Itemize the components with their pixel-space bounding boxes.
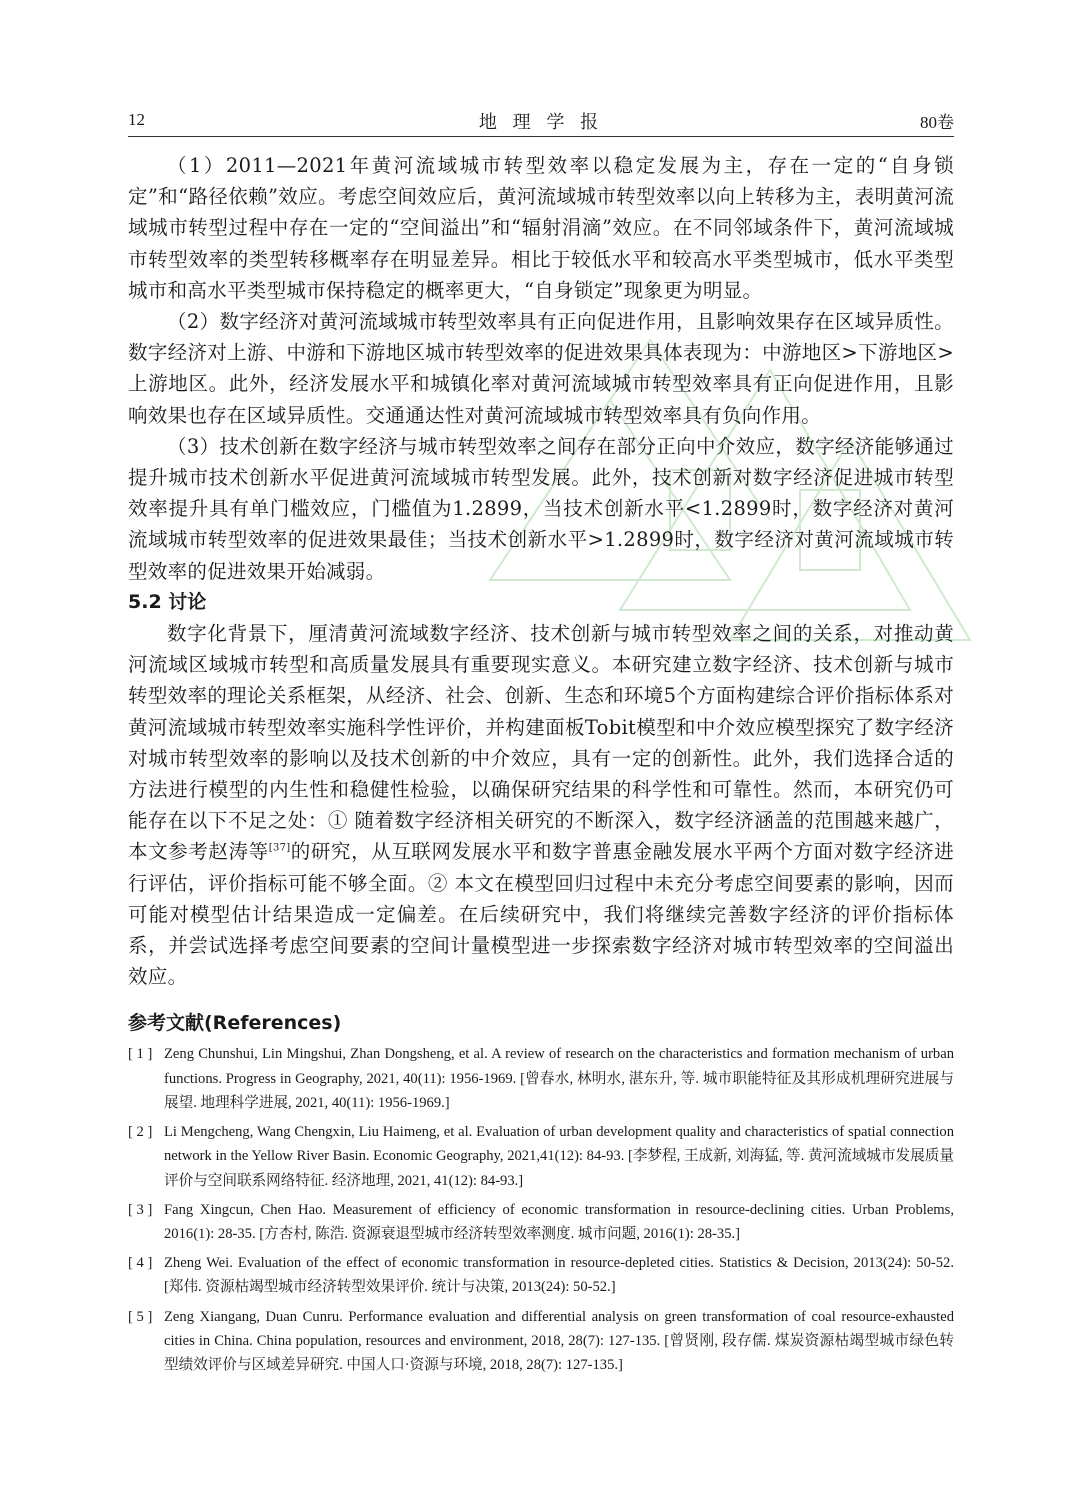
reference-text: Zeng Xiangang, Duan Cunru. Performance evaluation and differential analysis on green transformation of coal resource-exhausted cities in China. China population, resources and environment, 2018, 28(7): 127-135. [曾贤刚, 段存儒. 煤炭资源枯竭型城市绿色转型绩效评价与区域差异研究. 中国人口·资源与环境, 2018, 28(7): 127-135.] (164, 1308, 954, 1373)
reference-item (128, 1198, 954, 1246)
reference-item (128, 1042, 954, 1115)
section-heading: 5.2 讨论 (128, 590, 207, 613)
reference-text: Zeng Chunshui, Lin Mingshui, Zhan Dongsheng, et al. A review of research on the characteristics and formation mechanism of urban functions. Progress in Geography, 2021, 40(11): 1956-1969. [曾春水, 林明水, 湛东升, 等. 城市职能特征及其形成机理研究进展与展望. 地理科学进展, 2021, 40(11): 1956-1969.] (164, 1046, 954, 1111)
reference-number: [ 5 ] (128, 1308, 153, 1325)
discussion-text-part-1: 数字化背景下，厘清黄河流域数字经济、技术创新与城市转型效率之间的关系，对推动黄河流域区域城市转型和高质量发展具有重要现实意义。本研究建立数字经济、技术创新与城市转型效率的理论关系框架，从经济、社会、创新、生态和环境5个方面构建综合评价指标体系对黄河流域城市转型效率实施科学性评价，并构建面板Tobit模型和中介效应模型探究了数字经济对城市转型效率的影响以及技术创新的中介效应，具有一定的创新性。此外，我们选择合适的方法进行模型的内生性和稳健性检验，以确保研究结果的科学性和可靠性。然而，本研究仍可能存在以下不足之处：① 随着数字经济相关研究的不断深入，数字经济涵盖的范围越来越广，本文参考赵涛等 (128, 622, 954, 864)
reference-number: [ 2 ] (128, 1124, 153, 1141)
reference-number: [ 4 ] (128, 1255, 153, 1272)
journal-title: 地 理 学 报 (478, 112, 604, 133)
article-body (128, 150, 954, 1382)
volume-label: 80卷 (920, 113, 954, 132)
conclusion-paragraph-3: （3）技术创新在数字经济与城市转型效率之间存在部分正向中介效应，数字经济能够通过提升城市技术创新水平促进黄河流域城市转型发展。此外，技术创新对数字经济促进城市转型效率提升具有单门槛效应，门槛值为1.2899，当技术创新水平<1.2899时，数字经济对黄河流域城市转型效率的促进效果最佳；当技术创新水平>1.2899时，数字经济对黄河流域城市转型效率的促进效果开始减弱。 (128, 434, 954, 583)
reference-item (128, 1120, 954, 1193)
reference-item (128, 1251, 954, 1299)
reference-number: [ 1 ] (128, 1046, 153, 1063)
reference-text: Fang Xingcun, Chen Hao. Measurement of efficiency of economic transformation in resource-declining cities. Urban Problems, 2016(1): 28-35. [方杏村, 陈浩. 资源衰退型城市经济转型效率测度. 城市问题, 2016(1): 28-35.] (164, 1201, 954, 1242)
references-heading: 参考文献(References) (128, 1012, 342, 1035)
discussion-paragraph (128, 618, 954, 992)
page-number: 12 (128, 110, 145, 129)
reference-number: [ 3 ] (128, 1201, 153, 1218)
page-header (128, 106, 954, 137)
conclusion-paragraph-1: （1）2011—2021年黄河流域城市转型效率以稳定发展为主，存在一定的“自身锁定”和“路径依赖”效应。考虑空间效应后，黄河流域城市转型效率以向上转移为主，表明黄河流域城市转型过程中存在一定的“空间溢出”和“辐射涓滴”效应。在不同邻域条件下，黄河流域城市转型效率的类型转移概率存在明显差异。相比于较低水平和较高水平类型城市，低水平类型城市和高水平类型城市保持稳定的概率更大，“自身锁定”现象更为明显。 (128, 154, 954, 302)
discussion-text-part-2: 的研究，从互联网发展水平和数字普惠金融发展水平两个方面对数字经济进行评估，评价指标可能不够全面。② 本文在模型回归过程中未充分考虑空间要素的影响，因而可能对模型估计结果造成一定偏差。在后续研究中，我们将继续完善数字经济的评价指标体系，并尝试选择考虑空间要素的空间计量模型进一步探索数字经济对城市转型效率的空间溢出效应。 (128, 840, 954, 989)
reference-text: Zheng Wei. Evaluation of the effect of economic transformation in resource-depleted cities. Statistics & Decision, 2013(24): 50-52. [郑伟. 资源枯竭型城市经济转型效果评价. 统计与决策, 2013(24): 50-52.] (164, 1255, 954, 1296)
conclusion-paragraph-2: （2）数字经济对黄河流域城市转型效率具有正向促进作用，且影响效果存在区域异质性。数字经济对上游、中游和下游地区城市转型效率的促进效果具体表现为：中游地区>下游地区>上游地区。此外，经济发展水平和城镇化率对黄河流域城市转型效率具有正向促进作用，且影响效果也存在区域异质性。交通通达性对黄河流域城市转型效率具有负向作用。 (128, 310, 954, 427)
reference-item (128, 1305, 954, 1378)
citation-link[interactable]: [37] (268, 842, 291, 854)
reference-text: Li Mengcheng, Wang Chengxin, Liu Haimeng, et al. Evaluation of urban development quality and characteristics of spatial connection network in the Yellow River Basin. Economic Geography, 2021,41(12): 84-93. [李梦程, 王成新, 刘海猛, 等. 黄河流域城市发展质量评价与空间联系网络特征. 经济地理, 2021, 41(12): 84-93.] (164, 1124, 954, 1189)
